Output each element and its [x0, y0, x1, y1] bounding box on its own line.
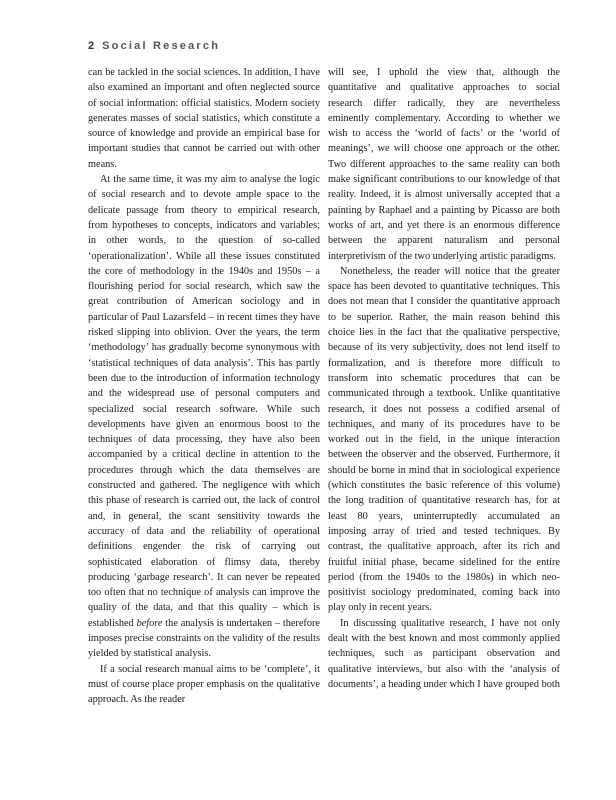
paragraph: If a social research manual aims to be ‘complete’, it must of course place proper emphasis on the qualitative approach. As the reader — [88, 663, 320, 706]
running-title: Social Research — [102, 40, 221, 52]
right-column — [328, 65, 560, 692]
paragraph: will see, I uphold the view that, although the quantitative and qualitative approaches to social research differ radically, they are nevertheless eminently complementary. According to whether we wish to access the ‘world of facts’ or the ‘world of meanings’, we will choose one approach or the other. Two different approaches to the same reality can both make significant contributions to our knowledge of that reality. Indeed, it is almost universally accepted that a painting by Raphael and a painting by Picasso are both works of art, and yet there is an enormous difference between the apparent naturalism and personal interpretivism of the two underlying artistic paradigms. — [328, 67, 560, 262]
paragraph: Nonetheless, the reader will notice that the greater space has been devoted to quantitative techniques. This does not mean that I consider the quantitative approach to be superior. Rather, the main reason behind this choice lies in the fact that the qualitative perspective, because of its very subjectivity, does not lend itself to formalization, and is therefore more difficult to transform into schematic procedures that can be communicated through a textbook. Unlike quantitative research, it does not possess a codified arsenal of techniques, and many of its procedures have to be worked out in the field, in the unique interaction between the observer and the observed. Furthermore, it should be borne in mind that in sociological experience (which constitutes the basic reference of this volume) the long tradition of quantitative research has, for at least 80 years, uninterruptedly accumulated an imposing array of tried and tested techniques. By contrast, the qualitative approach, after its rich and fruitful initial phase, became sidelined for the entire period (from the 1940s to the 1980s) in which neo-positivist sociology predominated, coming back into play only in recent years. — [328, 265, 560, 614]
paragraph: can be tackled in the social sciences. In addition, I have also examined an important and often neglected source of social information: official statistics. Modern society generates masses of social statistics, which constitute a source of knowledge and provide an empirical base for important studies that cannot be carried out with other means. — [88, 67, 320, 170]
paragraph-text: the analysis is undertaken – therefore imposes precise constraints on the validity of the results yielded by statistical analysis. — [88, 617, 320, 660]
emphasis-text: before — [136, 617, 163, 629]
paragraph-text: At the same time, it was my aim to analyse the logic of social research and to devote ample space to the delicate passage from theory to empirical research, from hypotheses to concepts, indicators and variables; in other words, to the question of so-called ‘operationalization’. While all these issues constituted the core of methodology in the 1940s and 1950s – a flourishing period for social research, which saw the great contribution of American sociology and in particular of Paul Lazarsfeld – in recent times they have risked slipping into oblivion. Over the years, the term ‘methodology’ has gradually become synonymous with ‘statistical techniques of data analysis’. This has partly been due to the introduction of information technology and the widespread use of personal computers and specialized social research software. While such developments have given an enormous boost to the techniques of data processing, they have also been accompanied by a critical decline in attention to the procedures through which the data themselves are constructed and gathered. The negligence with which this phase of research is carried out, the lack of control and, in general, the scant sensitivity towards the accuracy of data and the reliability of operational definitions engender the risk of carrying out sophisticated elaboration of flimsy data, thereby producing ‘garbage research’. It can never be repeated too often that no technique of analysis can improve the quality of the data, and that this quality – which is established — [88, 174, 320, 629]
running-header — [88, 40, 220, 56]
left-column — [88, 65, 320, 707]
paragraph — [88, 172, 320, 662]
paragraph: In discussing qualitative research, I have not only dealt with the best known and most commonly applied techniques, such as participant observation and qualitative interviews, but also with the ‘analysis of documents’, a heading under which I have grouped both — [328, 617, 560, 690]
page-number: 2 — [88, 40, 95, 52]
